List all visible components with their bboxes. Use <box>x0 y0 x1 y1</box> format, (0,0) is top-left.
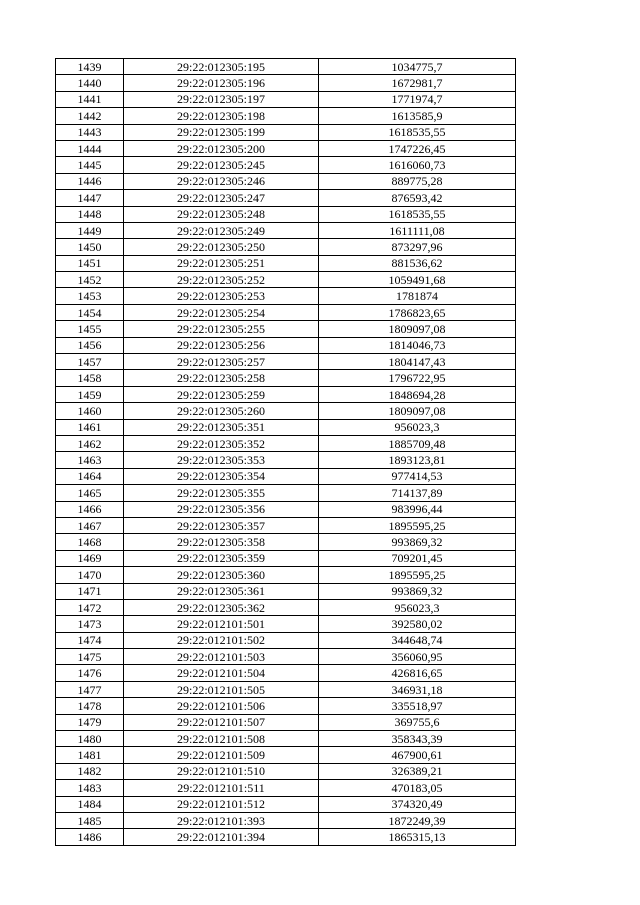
cadastral-number-cell: 29:22:012305:353 <box>124 452 319 468</box>
table-row <box>56 288 516 304</box>
row-number-cell: 1470 <box>56 567 124 583</box>
table-row <box>56 714 516 730</box>
row-number-cell: 1451 <box>56 255 124 271</box>
cadastral-number-cell: 29:22:012305:199 <box>124 124 319 140</box>
table-row <box>56 173 516 189</box>
table-row <box>56 370 516 386</box>
cadastral-value-cell: 1747226,45 <box>319 140 516 156</box>
table-row <box>56 321 516 337</box>
cadastral-number-cell: 29:22:012305:362 <box>124 599 319 615</box>
cadastral-value-cell: 326389,21 <box>319 763 516 779</box>
row-number-cell: 1468 <box>56 534 124 550</box>
cadastral-value-cell: 956023,3 <box>319 419 516 435</box>
cadastral-value-cell: 714137,89 <box>319 485 516 501</box>
cadastral-value-cell: 1895595,25 <box>319 517 516 533</box>
cadastral-number-cell: 29:22:012305:255 <box>124 321 319 337</box>
cadastral-value-cell: 873297,96 <box>319 239 516 255</box>
row-number-cell: 1462 <box>56 435 124 451</box>
cadastral-value-cell: 1804147,43 <box>319 354 516 370</box>
row-number-cell: 1483 <box>56 780 124 796</box>
cadastral-value-cell: 1893123,81 <box>319 452 516 468</box>
cadastral-value-cell: 369755,6 <box>319 714 516 730</box>
cadastral-value-cell: 1865315,13 <box>319 829 516 845</box>
cadastral-number-cell: 29:22:012101:502 <box>124 632 319 648</box>
cadastral-value-cell: 977414,53 <box>319 468 516 484</box>
row-number-cell: 1480 <box>56 731 124 747</box>
cadastral-value-cell: 426816,65 <box>319 665 516 681</box>
table-row <box>56 698 516 714</box>
row-number-cell: 1443 <box>56 124 124 140</box>
cadastral-value-cell: 392580,02 <box>319 616 516 632</box>
table-row <box>56 239 516 255</box>
table-row <box>56 190 516 206</box>
cadastral-number-cell: 29:22:012305:250 <box>124 239 319 255</box>
cadastral-value-cell: 358343,39 <box>319 731 516 747</box>
cadastral-value-cell: 470183,05 <box>319 780 516 796</box>
cadastral-value-table <box>55 58 516 846</box>
table-row <box>56 534 516 550</box>
cadastral-number-cell: 29:22:012305:251 <box>124 255 319 271</box>
cadastral-number-cell: 29:22:012305:256 <box>124 337 319 353</box>
cadastral-number-cell: 29:22:012305:260 <box>124 403 319 419</box>
table-row <box>56 337 516 353</box>
cadastral-number-cell: 29:22:012101:504 <box>124 665 319 681</box>
cadastral-value-cell: 1786823,65 <box>319 304 516 320</box>
row-number-cell: 1471 <box>56 583 124 599</box>
cadastral-number-cell: 29:22:012305:197 <box>124 91 319 107</box>
table-row <box>56 468 516 484</box>
row-number-cell: 1458 <box>56 370 124 386</box>
cadastral-number-cell: 29:22:012101:501 <box>124 616 319 632</box>
cadastral-number-cell: 29:22:012305:198 <box>124 108 319 124</box>
cadastral-value-cell: 709201,45 <box>319 550 516 566</box>
row-number-cell: 1440 <box>56 75 124 91</box>
table-row <box>56 616 516 632</box>
cadastral-value-cell: 1618535,55 <box>319 124 516 140</box>
table-row <box>56 780 516 796</box>
cadastral-number-cell: 29:22:012305:361 <box>124 583 319 599</box>
cadastral-value-cell: 889775,28 <box>319 173 516 189</box>
cadastral-number-cell: 29:22:012101:511 <box>124 780 319 796</box>
row-number-cell: 1459 <box>56 386 124 402</box>
row-number-cell: 1455 <box>56 321 124 337</box>
row-number-cell: 1454 <box>56 304 124 320</box>
cadastral-value-cell: 1611111,08 <box>319 222 516 238</box>
cadastral-value-cell: 1613585,9 <box>319 108 516 124</box>
cadastral-number-cell: 29:22:012305:249 <box>124 222 319 238</box>
table-row <box>56 550 516 566</box>
row-number-cell: 1449 <box>56 222 124 238</box>
row-number-cell: 1481 <box>56 747 124 763</box>
cadastral-number-cell: 29:22:012305:253 <box>124 288 319 304</box>
cadastral-value-cell: 881536,62 <box>319 255 516 271</box>
table-row <box>56 747 516 763</box>
cadastral-value-cell: 1059491,68 <box>319 272 516 288</box>
cadastral-value-cell: 1796722,95 <box>319 370 516 386</box>
row-number-cell: 1486 <box>56 829 124 845</box>
row-number-cell: 1482 <box>56 763 124 779</box>
table-row <box>56 140 516 156</box>
cadastral-number-cell: 29:22:012101:503 <box>124 649 319 665</box>
cadastral-number-cell: 29:22:012305:247 <box>124 190 319 206</box>
cadastral-value-cell: 993869,32 <box>319 583 516 599</box>
cadastral-number-cell: 29:22:012305:356 <box>124 501 319 517</box>
table-row <box>56 501 516 517</box>
cadastral-number-cell: 29:22:012101:393 <box>124 812 319 828</box>
cadastral-number-cell: 29:22:012305:357 <box>124 517 319 533</box>
cadastral-number-cell: 29:22:012305:358 <box>124 534 319 550</box>
table-row <box>56 452 516 468</box>
cadastral-number-cell: 29:22:012305:259 <box>124 386 319 402</box>
table-body <box>56 59 516 846</box>
cadastral-value-cell: 983996,44 <box>319 501 516 517</box>
cadastral-number-cell: 29:22:012305:257 <box>124 354 319 370</box>
row-number-cell: 1446 <box>56 173 124 189</box>
cadastral-number-cell: 29:22:012305:195 <box>124 59 319 75</box>
table-row <box>56 599 516 615</box>
row-number-cell: 1469 <box>56 550 124 566</box>
row-number-cell: 1478 <box>56 698 124 714</box>
table-row <box>56 567 516 583</box>
cadastral-number-cell: 29:22:012101:394 <box>124 829 319 845</box>
cadastral-value-cell: 1034775,7 <box>319 59 516 75</box>
cadastral-number-cell: 29:22:012305:245 <box>124 157 319 173</box>
cadastral-value-cell: 993869,32 <box>319 534 516 550</box>
cadastral-value-cell: 344648,74 <box>319 632 516 648</box>
row-number-cell: 1450 <box>56 239 124 255</box>
cadastral-number-cell: 29:22:012101:505 <box>124 681 319 697</box>
cadastral-number-cell: 29:22:012305:196 <box>124 75 319 91</box>
table-row <box>56 59 516 75</box>
cadastral-value-cell: 1771974,7 <box>319 91 516 107</box>
cadastral-value-cell: 335518,97 <box>319 698 516 714</box>
cadastral-value-cell: 1814046,73 <box>319 337 516 353</box>
row-number-cell: 1464 <box>56 468 124 484</box>
table-row <box>56 108 516 124</box>
cadastral-value-cell: 374320,49 <box>319 796 516 812</box>
table-row <box>56 812 516 828</box>
cadastral-number-cell: 29:22:012305:246 <box>124 173 319 189</box>
cadastral-number-cell: 29:22:012305:360 <box>124 567 319 583</box>
table-row <box>56 665 516 681</box>
table-row <box>56 485 516 501</box>
cadastral-value-cell: 1809097,08 <box>319 321 516 337</box>
cadastral-value-cell: 956023,3 <box>319 599 516 615</box>
table-row <box>56 583 516 599</box>
row-number-cell: 1453 <box>56 288 124 304</box>
row-number-cell: 1467 <box>56 517 124 533</box>
row-number-cell: 1445 <box>56 157 124 173</box>
cadastral-value-cell: 1781874 <box>319 288 516 304</box>
cadastral-value-cell: 346931,18 <box>319 681 516 697</box>
cadastral-number-cell: 29:22:012305:252 <box>124 272 319 288</box>
cadastral-number-cell: 29:22:012101:509 <box>124 747 319 763</box>
cadastral-number-cell: 29:22:012305:258 <box>124 370 319 386</box>
table-row <box>56 157 516 173</box>
row-number-cell: 1485 <box>56 812 124 828</box>
table-row <box>56 206 516 222</box>
row-number-cell: 1476 <box>56 665 124 681</box>
cadastral-value-cell: 1672981,7 <box>319 75 516 91</box>
cadastral-number-cell: 29:22:012305:254 <box>124 304 319 320</box>
table-row <box>56 419 516 435</box>
cadastral-number-cell: 29:22:012101:507 <box>124 714 319 730</box>
row-number-cell: 1461 <box>56 419 124 435</box>
row-number-cell: 1448 <box>56 206 124 222</box>
table-row <box>56 649 516 665</box>
table-row <box>56 796 516 812</box>
row-number-cell: 1477 <box>56 681 124 697</box>
row-number-cell: 1472 <box>56 599 124 615</box>
table-row <box>56 272 516 288</box>
row-number-cell: 1441 <box>56 91 124 107</box>
row-number-cell: 1456 <box>56 337 124 353</box>
row-number-cell: 1479 <box>56 714 124 730</box>
table-row <box>56 403 516 419</box>
row-number-cell: 1463 <box>56 452 124 468</box>
cadastral-number-cell: 29:22:012305:351 <box>124 419 319 435</box>
cadastral-value-cell: 467900,61 <box>319 747 516 763</box>
row-number-cell: 1466 <box>56 501 124 517</box>
table-row <box>56 354 516 370</box>
table-row <box>56 386 516 402</box>
cadastral-value-cell: 1885709,48 <box>319 435 516 451</box>
row-number-cell: 1447 <box>56 190 124 206</box>
table-row <box>56 435 516 451</box>
cadastral-number-cell: 29:22:012101:512 <box>124 796 319 812</box>
cadastral-value-cell: 1872249,39 <box>319 812 516 828</box>
row-number-cell: 1444 <box>56 140 124 156</box>
cadastral-number-cell: 29:22:012305:352 <box>124 435 319 451</box>
table-row <box>56 255 516 271</box>
cadastral-number-cell: 29:22:012305:359 <box>124 550 319 566</box>
row-number-cell: 1474 <box>56 632 124 648</box>
row-number-cell: 1465 <box>56 485 124 501</box>
row-number-cell: 1460 <box>56 403 124 419</box>
row-number-cell: 1452 <box>56 272 124 288</box>
cadastral-value-cell: 1848694,28 <box>319 386 516 402</box>
row-number-cell: 1442 <box>56 108 124 124</box>
cadastral-value-cell: 1616060,73 <box>319 157 516 173</box>
table-row <box>56 75 516 91</box>
table-row <box>56 517 516 533</box>
cadastral-number-cell: 29:22:012101:508 <box>124 731 319 747</box>
row-number-cell: 1457 <box>56 354 124 370</box>
cadastral-value-cell: 356060,95 <box>319 649 516 665</box>
row-number-cell: 1475 <box>56 649 124 665</box>
cadastral-value-cell: 1809097,08 <box>319 403 516 419</box>
row-number-cell: 1484 <box>56 796 124 812</box>
cadastral-number-cell: 29:22:012305:354 <box>124 468 319 484</box>
table-row <box>56 632 516 648</box>
cadastral-value-cell: 1618535,55 <box>319 206 516 222</box>
cadastral-number-cell: 29:22:012305:248 <box>124 206 319 222</box>
table-row <box>56 763 516 779</box>
table-row <box>56 222 516 238</box>
cadastral-number-cell: 29:22:012305:200 <box>124 140 319 156</box>
cadastral-value-cell: 1895595,25 <box>319 567 516 583</box>
table-row <box>56 829 516 845</box>
cadastral-value-cell: 876593,42 <box>319 190 516 206</box>
table-row <box>56 304 516 320</box>
table-row <box>56 681 516 697</box>
table-row <box>56 731 516 747</box>
row-number-cell: 1439 <box>56 59 124 75</box>
table-row <box>56 91 516 107</box>
row-number-cell: 1473 <box>56 616 124 632</box>
cadastral-number-cell: 29:22:012101:510 <box>124 763 319 779</box>
table-row <box>56 124 516 140</box>
cadastral-number-cell: 29:22:012305:355 <box>124 485 319 501</box>
cadastral-number-cell: 29:22:012101:506 <box>124 698 319 714</box>
